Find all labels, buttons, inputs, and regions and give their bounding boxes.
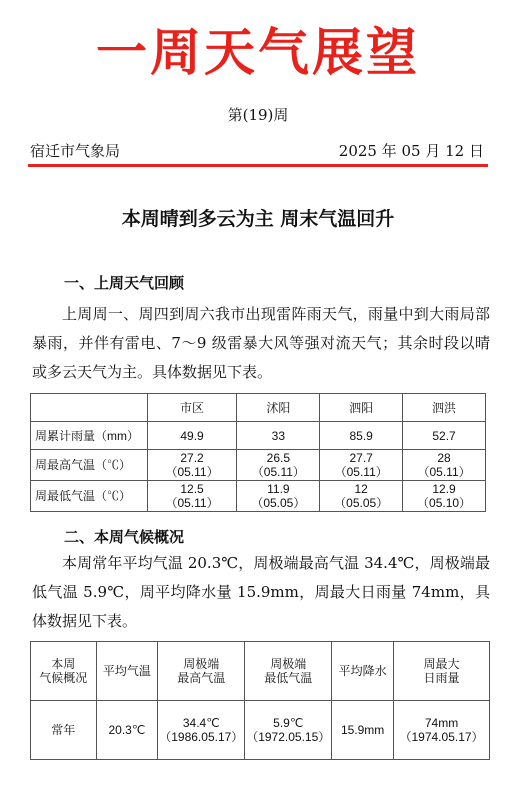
cell-value: 85.9 bbox=[349, 428, 373, 443]
cell-value: 27.2 bbox=[180, 451, 204, 465]
table-cell bbox=[147, 450, 237, 481]
table-cell bbox=[158, 701, 245, 760]
table-cell bbox=[403, 422, 486, 450]
last-week-table bbox=[30, 393, 486, 512]
cell-value: 27.7 bbox=[349, 451, 373, 465]
table-cell bbox=[147, 481, 237, 512]
table-cell bbox=[237, 422, 320, 450]
table-cell bbox=[403, 450, 486, 481]
table-cell bbox=[237, 450, 320, 481]
table-cell bbox=[320, 481, 403, 512]
header-line: 周最大 bbox=[423, 657, 460, 671]
cell-value: 12.9 bbox=[432, 482, 456, 496]
table-cell bbox=[147, 422, 237, 450]
header-line: 日雨量 bbox=[423, 671, 460, 685]
table-header-row bbox=[31, 642, 490, 701]
table-cell bbox=[332, 701, 394, 760]
cell-value: 11.9 bbox=[267, 482, 290, 496]
header-line: 周极端 bbox=[270, 657, 307, 671]
table-cell bbox=[394, 701, 490, 760]
cell-date: （1986.05.17） bbox=[159, 730, 244, 744]
table-header-cell: 泗洪 bbox=[403, 394, 486, 422]
issue-number: 第(19)周 bbox=[227, 106, 289, 124]
table-header-cell bbox=[96, 642, 158, 701]
cell-value: 12.5 bbox=[180, 482, 204, 496]
cell-date: （05.11） bbox=[334, 465, 388, 479]
table-row bbox=[31, 450, 486, 481]
cell-value: 12 bbox=[354, 482, 368, 496]
row-label: 周累计雨量（mm） bbox=[31, 422, 148, 450]
section-1-text: 上周周一、周四到周六我市出现雷阵雨天气，雨量中到大雨局部暴雨，并伴有雷电、7～9 级雷暴大风等强对流天气；其余时段以晴或多云天气为主。具体数据见下表。 bbox=[32, 305, 490, 381]
cell-value: 5.9℃ bbox=[273, 716, 304, 730]
table-header-cell bbox=[245, 642, 332, 701]
row-label: 周最低气温（℃） bbox=[31, 481, 148, 512]
section-2-title: 二、本周气候概况 bbox=[64, 528, 185, 546]
cell-date: （05.11） bbox=[417, 465, 471, 479]
section-1-title: 一、上周天气回顾 bbox=[64, 274, 185, 292]
table-cell bbox=[320, 422, 403, 450]
table-header-cell: 沭阳 bbox=[237, 394, 320, 422]
table-header-row bbox=[31, 394, 486, 422]
table-cell bbox=[96, 701, 158, 760]
cell-date: （1974.05.17） bbox=[399, 730, 484, 744]
header-line: 平均气温 bbox=[102, 664, 151, 678]
publish-date: 2025 年 05 月 12 日 bbox=[338, 142, 484, 160]
table-header-cell bbox=[158, 642, 245, 701]
cell-value: 20.3℃ bbox=[108, 723, 146, 737]
cell-value: 33 bbox=[271, 428, 286, 443]
cell-value: 49.9 bbox=[180, 428, 204, 443]
cell-date: （05.05） bbox=[334, 496, 389, 510]
cell-value: 15.9mm bbox=[340, 723, 385, 737]
header-line: 平均降水 bbox=[338, 664, 387, 678]
table-header-cell: 市区 bbox=[147, 394, 237, 422]
issuer: 宿迁市气象局 bbox=[30, 142, 121, 160]
header-line: 最低气温 bbox=[264, 671, 313, 685]
cell-date: （05.11） bbox=[251, 465, 305, 479]
header-line: 本周 bbox=[51, 657, 76, 671]
table-header-cell bbox=[394, 642, 490, 701]
masthead-title: 一周天气展望 bbox=[95, 23, 420, 83]
cell-value: 26.5 bbox=[266, 451, 291, 465]
cell-value: 34.4℃ bbox=[182, 716, 220, 730]
table-row bbox=[31, 422, 486, 450]
table-cell bbox=[237, 481, 320, 512]
table-cell bbox=[245, 701, 332, 760]
cell-date: （05.11） bbox=[165, 496, 219, 510]
table-row bbox=[31, 481, 486, 512]
cell-value: 74mm bbox=[424, 716, 459, 730]
headline: 本周晴到多云为主 周末气温回升 bbox=[121, 208, 395, 230]
cell-value: 常年 bbox=[51, 723, 76, 737]
header-line: 气候概况 bbox=[39, 671, 88, 685]
table-header-cell bbox=[332, 642, 394, 701]
cell-date: （05.11） bbox=[165, 465, 219, 479]
climate-table bbox=[30, 641, 490, 760]
section-2-text: 本周常年平均气温 20.3℃，周极端最高气温 34.4℃，周极端最低气温 5.9℃，周平均降水量 15.9mm，周最大日雨量 74mm，具体数据见下表。 bbox=[32, 554, 490, 630]
table-header-cell: 泗阳 bbox=[320, 394, 403, 422]
red-divider bbox=[28, 164, 488, 167]
header-line: 最高气温 bbox=[177, 671, 226, 685]
table-cell bbox=[403, 481, 486, 512]
table-header-cell bbox=[31, 394, 148, 422]
cell-value: 52.7 bbox=[432, 428, 456, 443]
table-header-cell bbox=[31, 642, 97, 701]
table-cell bbox=[31, 701, 97, 760]
table-row bbox=[31, 701, 490, 760]
cell-date: （1972.05.15） bbox=[246, 730, 331, 744]
cell-value: 28 bbox=[437, 451, 451, 465]
table-cell bbox=[320, 450, 403, 481]
cell-date: （05.05） bbox=[251, 496, 306, 510]
cell-date: （05.10） bbox=[417, 496, 472, 510]
row-label: 周最高气温（℃） bbox=[31, 450, 148, 481]
header-line: 周极端 bbox=[183, 657, 220, 671]
